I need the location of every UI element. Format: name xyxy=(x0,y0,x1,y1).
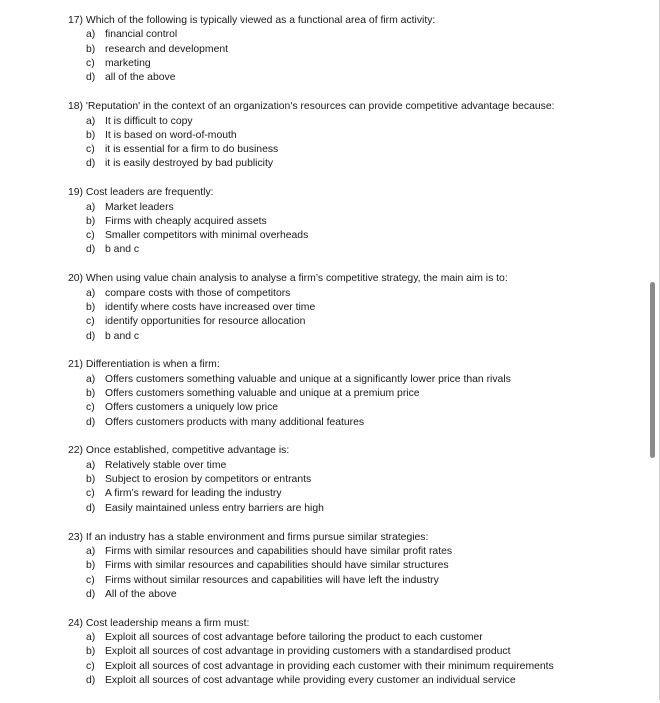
answer-option xyxy=(68,459,628,473)
option-list xyxy=(68,201,628,258)
question-list xyxy=(68,14,628,703)
option-letter: a) xyxy=(86,287,96,299)
option-text: it is easily destroyed by bad publicity xyxy=(105,158,274,170)
answer-option xyxy=(68,301,628,315)
option-text: It is difficult to copy xyxy=(105,115,193,127)
answer-option xyxy=(68,674,628,688)
option-letter: b) xyxy=(86,301,96,313)
option-list xyxy=(68,373,628,430)
option-list xyxy=(68,28,628,85)
option-text: A firm’s reward for leading the industry xyxy=(105,488,282,500)
option-letter: b) xyxy=(86,388,96,400)
option-text: Relatively stable over time xyxy=(105,459,227,471)
answer-option xyxy=(68,559,628,573)
option-text: All of the above xyxy=(105,588,177,600)
answer-option xyxy=(68,287,628,301)
option-text: identify where costs have increased over time xyxy=(105,301,316,313)
option-letter: d) xyxy=(86,72,96,84)
option-letter: d) xyxy=(86,244,96,256)
option-letter: c) xyxy=(86,230,95,242)
option-text: Exploit all sources of cost advantage in providing customers with a standardised product xyxy=(105,646,511,658)
question-prompt: 'Reputation' in the context of an organization's resources can provide competitive advantage because: xyxy=(85,101,555,113)
answer-option xyxy=(68,157,628,171)
answer-option xyxy=(68,57,628,71)
question-number: 20) xyxy=(68,273,84,285)
answer-option xyxy=(68,43,628,57)
answer-option xyxy=(68,129,628,143)
option-text: it is essential for a firm to do business xyxy=(105,144,279,156)
option-text: Smaller competitors with minimal overheads xyxy=(105,230,309,242)
option-list xyxy=(68,115,628,172)
option-text: Firms with similar resources and capabilities should have similar structures xyxy=(105,560,449,572)
answer-option xyxy=(68,71,628,85)
answer-option xyxy=(68,215,628,229)
option-text: compare costs with those of competitors xyxy=(105,287,291,299)
option-letter: d) xyxy=(86,674,96,686)
option-letter: c) xyxy=(86,58,95,69)
option-text: research and development xyxy=(105,43,229,55)
option-letter: c) xyxy=(86,660,95,672)
question-prompt: Cost leaders are frequently: xyxy=(85,187,214,199)
option-letter: d) xyxy=(86,416,96,428)
option-list xyxy=(68,631,628,688)
option-text: It is based on word-of-mouth xyxy=(105,129,237,141)
question-text xyxy=(68,358,628,372)
question-text xyxy=(68,100,628,114)
answer-option xyxy=(68,143,628,157)
question-number: 22) xyxy=(68,445,84,457)
question-text xyxy=(68,531,628,545)
option-text: financial control xyxy=(105,29,178,41)
answer-option xyxy=(68,243,628,257)
option-list xyxy=(68,287,628,344)
question-prompt: Cost leadership means a firm must: xyxy=(85,617,250,629)
question-20 xyxy=(68,272,628,344)
answer-option xyxy=(68,416,628,430)
question-text xyxy=(68,444,628,458)
option-letter: b) xyxy=(86,560,96,572)
answer-option xyxy=(68,660,628,674)
option-list xyxy=(68,459,628,516)
option-text: Offers customers something valuable and unique at a premium price xyxy=(105,388,420,400)
question-prompt: When using value chain analysis to analyse a firm’s competitive strategy, the main aim is to: xyxy=(85,273,508,285)
option-letter: c) xyxy=(86,144,95,156)
option-text: marketing xyxy=(105,58,151,69)
option-letter: b) xyxy=(86,646,96,658)
option-text: Exploit all sources of cost advantage while providing every customer an individual service xyxy=(105,674,516,686)
question-23 xyxy=(68,531,628,603)
option-letter: d) xyxy=(86,158,96,170)
answer-option xyxy=(68,502,628,516)
question-18 xyxy=(68,100,628,172)
option-text: identify opportunities for resource allocation xyxy=(105,316,306,328)
option-text: Offers customers products with many additional features xyxy=(105,416,365,428)
answer-option xyxy=(68,315,628,329)
option-text: Firms without similar resources and capabilities will have left the industry xyxy=(105,574,439,586)
question-prompt: Differentiation is when a firm: xyxy=(85,359,220,371)
question-number: 19) xyxy=(68,187,84,199)
answer-option xyxy=(68,487,628,501)
answer-option xyxy=(68,473,628,487)
option-letter: b) xyxy=(86,43,96,55)
option-letter: a) xyxy=(86,459,96,471)
option-list xyxy=(68,545,628,602)
scrollbar[interactable] xyxy=(650,282,655,458)
question-number: 23) xyxy=(68,531,84,543)
option-letter: c) xyxy=(86,316,95,328)
question-19 xyxy=(68,186,628,258)
answer-option xyxy=(68,28,628,42)
option-letter: a) xyxy=(86,201,96,213)
option-text: Firms with similar resources and capabilities should have similar profit rates xyxy=(105,545,453,557)
option-letter: d) xyxy=(86,502,96,514)
answer-option xyxy=(68,115,628,129)
answer-option xyxy=(68,574,628,588)
option-text: all of the above xyxy=(105,72,176,84)
question-prompt: If an industry has a stable environment and firms pursue similar strategies: xyxy=(85,531,429,543)
answer-option xyxy=(68,201,628,215)
option-letter: a) xyxy=(86,545,96,557)
question-prompt: Which of the following is typically viewed as a functional area of firm activity: xyxy=(85,15,436,26)
option-letter: a) xyxy=(86,632,96,644)
question-text xyxy=(68,186,628,200)
question-24 xyxy=(68,617,628,689)
option-letter: b) xyxy=(86,129,96,141)
answer-option xyxy=(68,588,628,602)
answer-option xyxy=(68,545,628,559)
option-text: Exploit all sources of cost advantage in providing each customer with their minimum requirements xyxy=(105,660,554,672)
answer-option xyxy=(68,387,628,401)
question-number: 24) xyxy=(68,617,84,629)
option-letter: d) xyxy=(86,330,96,342)
option-letter: d) xyxy=(86,588,96,600)
answer-option xyxy=(68,229,628,243)
option-text: Subject to erosion by competitors or entrants xyxy=(105,474,312,486)
answer-option xyxy=(68,373,628,387)
option-text: b and c xyxy=(105,244,140,256)
answer-option xyxy=(68,631,628,645)
option-text: b and c xyxy=(105,330,140,342)
option-text: Easily maintained unless entry barriers are high xyxy=(105,502,324,514)
question-text xyxy=(68,617,628,631)
option-text: Market leaders xyxy=(105,201,174,213)
option-text: Offers customers something valuable and unique at a significantly lower price than rivals xyxy=(105,373,511,385)
question-text xyxy=(68,14,628,28)
option-letter: c) xyxy=(86,402,95,414)
question-21 xyxy=(68,358,628,430)
answer-option xyxy=(68,401,628,415)
option-letter: a) xyxy=(86,115,96,127)
question-number: 17) xyxy=(68,15,84,26)
question-text xyxy=(68,272,628,286)
option-letter: b) xyxy=(86,215,96,227)
option-text: Offers customers a uniquely low price xyxy=(105,402,279,414)
answer-option xyxy=(68,645,628,659)
question-22 xyxy=(68,444,628,516)
option-text: Firms with cheaply acquired assets xyxy=(105,215,267,227)
option-letter: c) xyxy=(86,488,95,500)
answer-option xyxy=(68,330,628,344)
option-letter: a) xyxy=(86,373,96,385)
option-letter: b) xyxy=(86,474,96,486)
question-prompt: Once established, competitive advantage is: xyxy=(85,445,290,457)
question-number: 18) xyxy=(68,101,84,113)
question-17 xyxy=(68,14,628,86)
option-letter: c) xyxy=(86,574,95,586)
option-text: Exploit all sources of cost advantage before tailoring the product to each customer xyxy=(105,632,483,644)
option-letter: a) xyxy=(86,29,96,41)
question-number: 21) xyxy=(68,359,84,371)
